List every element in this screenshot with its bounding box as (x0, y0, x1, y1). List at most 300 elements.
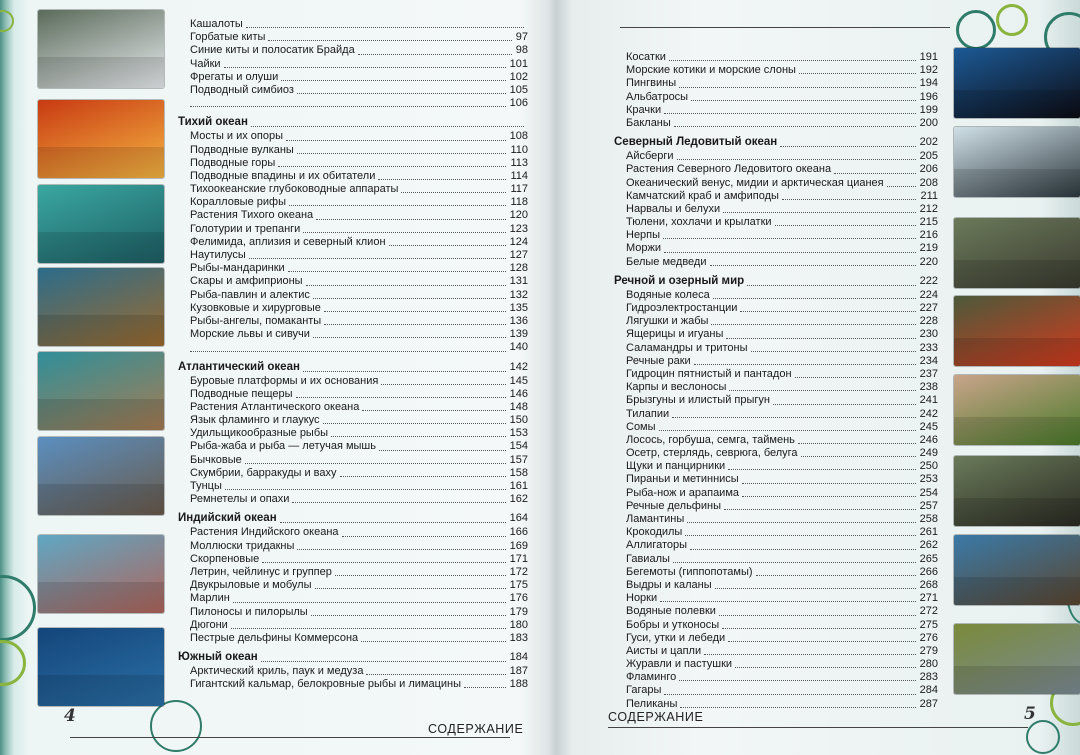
dot-leader (723, 211, 916, 213)
entry-title: Аисты и цапли (626, 644, 702, 657)
toc-entry (178, 454, 528, 467)
page-ref: 246 (919, 433, 938, 446)
entry-title: Ящерицы и игуаны (626, 328, 724, 341)
swirl-ornament-icon (0, 575, 36, 641)
entry-title: Мосты и их опоры (190, 130, 284, 143)
page-ref: 249 (919, 447, 938, 460)
entry-title: Растения Северного Ледовитого океана (626, 163, 832, 176)
underwater-cave-photo-icon (38, 352, 164, 430)
section-title: Тихий океан (178, 116, 248, 129)
dot-leader (331, 435, 506, 437)
entry-title: Скары и амфиприоны (190, 275, 303, 288)
toc-entry (614, 592, 938, 605)
page-ref: 114 (510, 169, 528, 182)
entry-title: Голотурии и трепанги (190, 222, 301, 235)
page-ref: 254 (919, 486, 938, 499)
page-ref: 120 (509, 209, 528, 222)
dot-leader (225, 488, 506, 490)
dot-leader (297, 152, 506, 154)
page-ref: 110 (510, 143, 528, 156)
dot-leader (704, 653, 916, 655)
entry-title: Рыбы-ангелы, помаканты (190, 314, 322, 327)
dot-leader (834, 172, 916, 174)
page-ref: 146 (509, 387, 528, 400)
page-ref: 128 (509, 262, 528, 275)
entry-title: Кузовковые и хирурговые (190, 301, 321, 314)
section-title: Северный Ледовитый океан (614, 136, 778, 149)
page-ref: 102 (509, 70, 528, 83)
entry-title: Ремнетелы и опахи (190, 493, 290, 506)
dot-leader (224, 66, 506, 68)
page-ref: 124 (509, 235, 528, 248)
page-ref: 166 (509, 526, 528, 539)
page-ref: 132 (509, 288, 528, 301)
dot-leader (315, 587, 506, 589)
entry-title: Растения Индийского океана (190, 526, 339, 539)
page-ref: 233 (919, 341, 938, 354)
dot-leader (316, 218, 506, 220)
toc-entry (614, 421, 938, 434)
toc-entry (178, 71, 528, 84)
entry-title: Ламантины (626, 513, 685, 525)
entry-title: Фрегаты и олуши (190, 70, 279, 83)
section-title: Речной и озерный мир (614, 274, 745, 287)
toc-entry (178, 302, 528, 315)
page-ref: 191 (919, 51, 938, 63)
entry-title: Рыба-нож и арапаима (626, 486, 740, 499)
entry-title: Рыбы-мандаринки (190, 262, 285, 275)
dot-leader (324, 323, 506, 325)
toc-entry (614, 289, 938, 302)
toc-entry (614, 684, 938, 697)
dot-leader (340, 475, 506, 477)
entry-title: Чайки (190, 57, 221, 70)
toc-entry (614, 408, 938, 421)
toc-entry (178, 632, 528, 645)
entry-title: Моржи (626, 242, 662, 255)
page-ref: 98 (515, 44, 528, 57)
right-toc (614, 51, 938, 711)
dot-leader (742, 495, 916, 497)
dot-leader (323, 422, 506, 424)
toc-entry (178, 262, 528, 275)
dot-leader (288, 270, 506, 272)
entry-title: Белые медведи (626, 255, 707, 268)
page-ref: 161 (509, 480, 528, 492)
dot-leader (249, 257, 506, 259)
entry-title: Наутилусы (190, 249, 246, 261)
toc-entry (178, 493, 528, 506)
orca-photo-icon (954, 48, 1080, 118)
entry-title (178, 341, 190, 353)
page-ref: 142 (509, 360, 528, 373)
swirl-ornament-icon (956, 10, 996, 50)
page-ref: 287 (919, 697, 938, 710)
page-ref: 153 (509, 427, 528, 440)
page-ref: 230 (919, 328, 938, 341)
toc-entry (178, 236, 528, 249)
page-ref: 271 (919, 592, 938, 605)
entry-title: Тунцы (190, 480, 222, 492)
dot-leader (297, 92, 506, 94)
toc-entry (614, 190, 938, 203)
entry-title: Кашалоты (190, 18, 243, 30)
dot-leader (801, 455, 916, 457)
entry-title: Гидроэлектростанции (626, 302, 738, 314)
page-ref: 284 (919, 684, 938, 697)
entry-title: Речные раки (626, 354, 691, 367)
toc-entry (178, 18, 528, 31)
dot-leader (756, 574, 916, 576)
toc-entry (178, 579, 528, 592)
dot-leader (281, 79, 506, 81)
page-ref: 224 (919, 288, 938, 301)
toc-entry (614, 104, 938, 117)
red-salamander-photo-icon (954, 296, 1080, 366)
dot-leader (268, 39, 512, 41)
section-title: Атлантический океан (178, 360, 300, 373)
dot-leader (677, 158, 916, 160)
entry-title: Нерпы (626, 229, 661, 242)
entry-title: Бычковые (190, 453, 242, 466)
dot-leader (342, 535, 506, 537)
toc-entry (614, 539, 938, 552)
toc-entry (614, 526, 938, 539)
page-ref: 258 (919, 513, 938, 525)
page-ref: 272 (919, 605, 938, 618)
dot-leader (335, 574, 506, 576)
page-ref: 192 (919, 64, 938, 77)
toc-entry (178, 289, 528, 302)
entry-title: Альбатросы (626, 90, 689, 103)
dot-leader (324, 310, 506, 312)
entry-title: Лягушки и жабы (626, 315, 709, 328)
entry-title: Подводные вулканы (190, 143, 294, 156)
entry-title: Скорпеновые (190, 552, 260, 565)
page-ref: 139 (509, 328, 528, 341)
toc-entry (178, 328, 528, 341)
page-ref: 175 (509, 579, 528, 592)
toc-entry (614, 658, 938, 671)
seal-photo-icon (954, 218, 1080, 288)
entry-title: Лосось, горбуша, семга, таймень (626, 433, 795, 446)
dot-leader (278, 165, 506, 167)
dot-leader (306, 284, 506, 286)
page-ref: 242 (919, 407, 938, 420)
page-ref: 148 (509, 400, 528, 413)
page-ref: 164 (509, 512, 528, 525)
entry-title: Бобры и утконосы (626, 618, 720, 631)
page-ref: 280 (919, 658, 938, 671)
page-ref: 205 (919, 150, 938, 163)
dot-leader (674, 125, 916, 127)
toc-entry (178, 170, 528, 183)
toc-entry (178, 144, 528, 157)
dot-leader (262, 561, 506, 563)
dot-leader (664, 251, 916, 253)
running-head: СОДЕРЖАНИЕ (608, 710, 704, 724)
entry-title: Брызгуны и илистый прыгун (626, 394, 770, 407)
dot-leader (190, 105, 506, 107)
dot-leader (379, 449, 506, 451)
page-ref: 117 (510, 183, 528, 196)
entry-title: Удильщикообразные рыбы (190, 427, 329, 440)
page-ref: 275 (919, 618, 938, 631)
toc-entry (178, 249, 528, 262)
giant-squid-photo-icon (38, 628, 164, 706)
page-ref: 227 (919, 302, 938, 314)
section-title: Южный океан (178, 651, 258, 664)
toc-entry (178, 467, 528, 480)
toc-entry (178, 223, 528, 236)
footer-rule (608, 727, 1028, 728)
page-ref: 238 (919, 381, 938, 394)
toc-entry (614, 51, 938, 64)
toc-entry (178, 480, 528, 493)
toc-entry (178, 566, 528, 579)
page-ref: 123 (509, 222, 528, 235)
page-ref: 265 (919, 552, 938, 565)
toc-entry (614, 150, 938, 163)
page-ref: 276 (919, 631, 938, 644)
entry-title: Моллюски тридакны (190, 539, 295, 552)
page-ref: 183 (509, 631, 528, 644)
page-ref: 262 (919, 539, 938, 552)
page-ref: 237 (919, 367, 938, 380)
page-ref: 212 (919, 202, 938, 215)
page-ref: 131 (509, 275, 528, 288)
dot-leader (303, 370, 506, 372)
page-ref: 279 (919, 644, 938, 657)
toc-entry (614, 579, 938, 592)
dot-leader (303, 231, 506, 233)
entry-title: Гидроцин пятнистый и пантадон (626, 367, 792, 380)
dot-leader (251, 125, 524, 127)
narwhal-penguins-photo-icon (954, 127, 1080, 197)
entry-title: Аллигаторы (626, 539, 688, 552)
page-ref: 106 (509, 97, 528, 110)
dot-leader (690, 548, 916, 550)
dot-leader (740, 310, 916, 312)
dot-leader (726, 337, 916, 339)
entry-title: Крачки (626, 103, 662, 116)
entry-title: Пираньи и метиннисы (626, 473, 739, 486)
dot-leader (361, 640, 506, 642)
entry-title: Дюгони (190, 618, 228, 631)
dot-leader (728, 468, 916, 470)
toc-entry (614, 447, 938, 460)
floating-island-photo-icon (38, 185, 164, 263)
toc-entry (614, 256, 938, 269)
mudskipper-photo-icon (954, 375, 1080, 445)
entry-title: Щуки и панцирники (626, 460, 726, 473)
entry-title: Скумбрии, барракуды и ваху (190, 466, 337, 479)
page-ref: 222 (919, 274, 938, 287)
dot-leader (389, 244, 506, 246)
toc-entry (178, 315, 528, 328)
page-ref: 169 (509, 539, 528, 552)
entry-title: Океанический венус, мидии и арктическая цианея (626, 176, 884, 189)
entry-title: Косатки (626, 51, 666, 63)
toc-entry (178, 678, 528, 691)
entry-title: Растения Тихого океана (190, 209, 314, 222)
page-ref: 220 (919, 255, 938, 268)
dot-leader (664, 112, 916, 114)
dot-leader (664, 693, 916, 695)
entry-title: Пилоносы и пилорылы (190, 605, 308, 618)
toc-entry (178, 275, 528, 288)
entry-title: Гавиалы (626, 552, 670, 565)
dugong-photo-icon (38, 535, 164, 613)
dot-leader (401, 191, 506, 193)
toc-entry (614, 500, 938, 513)
toc-entry (614, 381, 938, 394)
dot-leader (729, 389, 916, 391)
dot-leader (728, 640, 916, 642)
toc-section-heading (178, 512, 528, 526)
entry-title: Подводный симбиоз (190, 83, 294, 96)
swirl-ornament-icon (0, 10, 14, 32)
entry-title: Летрин, чейлинус и группер (190, 565, 332, 578)
entry-title: Растения Атлантического океана (190, 400, 360, 413)
toc-entry (614, 368, 938, 381)
dot-leader (724, 508, 916, 510)
page-ref: 97 (515, 31, 528, 44)
dot-leader (669, 59, 916, 61)
dot-leader (378, 178, 506, 180)
entry-title: Рыба-павлин и алектис (190, 288, 310, 301)
page-ref: 261 (919, 526, 938, 539)
toc-entry (614, 163, 938, 176)
toc-entry (178, 440, 528, 453)
entry-title (178, 97, 190, 109)
page-ref: 179 (509, 605, 528, 618)
entry-title: Морские львы и сивучи (190, 328, 310, 341)
dot-leader (715, 587, 916, 589)
page-ref: 188 (509, 678, 528, 691)
dot-leader (672, 416, 916, 418)
entry-title: Водяные колеса (626, 288, 710, 301)
page-ref: 200 (919, 116, 938, 129)
dot-leader (685, 534, 916, 536)
page-number: 4 (64, 706, 76, 726)
toc-entry (178, 58, 528, 71)
swirl-ornament-icon (996, 4, 1028, 36)
entry-title: Выдры и каланы (626, 578, 712, 591)
toc-entry (178, 130, 528, 143)
page-ref: 219 (919, 242, 938, 255)
page-ref: 245 (919, 420, 938, 433)
page-ref: 113 (510, 156, 528, 169)
toc-entry (614, 566, 938, 579)
dot-leader (190, 350, 506, 352)
page-ref: 241 (919, 394, 938, 407)
entry-title: Тихоокеанские глубоководные аппараты (190, 183, 399, 196)
entry-title: Нарвалы и белухи (626, 202, 721, 215)
dot-leader (798, 442, 916, 444)
toc-entry (178, 157, 528, 170)
dot-leader (296, 396, 506, 398)
toc-entry (614, 342, 938, 355)
toc-entry (178, 97, 528, 110)
entry-title: Горбатые киты (190, 31, 266, 44)
dot-leader (679, 86, 916, 88)
entry-title: Бакланы (626, 116, 671, 129)
toc-entry (614, 553, 938, 566)
toc-entry (614, 216, 938, 229)
entry-title: Тюлени, хохлачи и крылатки (626, 216, 772, 229)
toc-entry (614, 77, 938, 90)
toc-entry (614, 91, 938, 104)
dot-leader (261, 660, 506, 662)
swirl-ornament-icon (1026, 720, 1060, 754)
toc-entry (614, 632, 938, 645)
entry-title: Фелимида, аплизия и северный клион (190, 235, 386, 248)
dot-leader (887, 185, 916, 187)
dot-leader (660, 600, 916, 602)
dot-leader (297, 548, 506, 550)
page-ref: 101 (509, 57, 528, 70)
toc-entry (614, 394, 938, 407)
toadfish-photo-icon (38, 437, 164, 515)
running-head: СОДЕРЖАНИЕ (428, 722, 524, 736)
dot-leader (313, 336, 506, 338)
entry-title: Подводные впадины и их обитатели (190, 169, 376, 182)
page-ref: 228 (919, 315, 938, 328)
entry-title: Норки (626, 592, 658, 605)
otter-photo-icon (954, 535, 1080, 605)
toc-entry (614, 203, 938, 216)
toc-entry (614, 355, 938, 368)
page-ref: 268 (919, 578, 938, 591)
dot-leader (680, 706, 916, 708)
page-ref: 171 (509, 552, 528, 565)
entry-title: Рыба-жаба и рыба — летучая мышь (190, 440, 376, 453)
dot-leader (381, 383, 506, 385)
toc-entry (178, 84, 528, 97)
toc-entry (614, 605, 938, 618)
toc-entry (614, 645, 938, 658)
dot-leader (694, 363, 916, 365)
page-ref: 216 (919, 229, 938, 242)
dot-leader (358, 53, 512, 55)
page-ref: 187 (509, 665, 528, 678)
toc-section-heading (614, 275, 938, 289)
entry-title: Фламинго (626, 671, 677, 684)
page-ref: 208 (919, 176, 938, 189)
entry-title: Пингвины (626, 77, 677, 90)
dot-leader (780, 145, 916, 147)
heron-photo-icon (954, 624, 1080, 694)
entry-title: Коралловые рифы (190, 196, 286, 209)
page-ref: 250 (919, 460, 938, 473)
toc-entry (178, 401, 528, 414)
gannets-photo-icon (38, 10, 164, 88)
toc-entry (614, 513, 938, 526)
page-ref: 158 (509, 466, 528, 479)
entry-title: Тилапии (626, 407, 670, 420)
toc-entry (614, 473, 938, 486)
page-ref: 194 (919, 77, 938, 90)
dot-leader (691, 99, 916, 101)
page-ref: 211 (920, 189, 938, 202)
dot-leader (311, 614, 506, 616)
entry-title: Гагары (626, 684, 662, 697)
dot-leader (713, 297, 916, 299)
swirl-ornament-icon (0, 640, 26, 686)
toc-entry (614, 619, 938, 632)
toc-section-heading (614, 136, 938, 150)
